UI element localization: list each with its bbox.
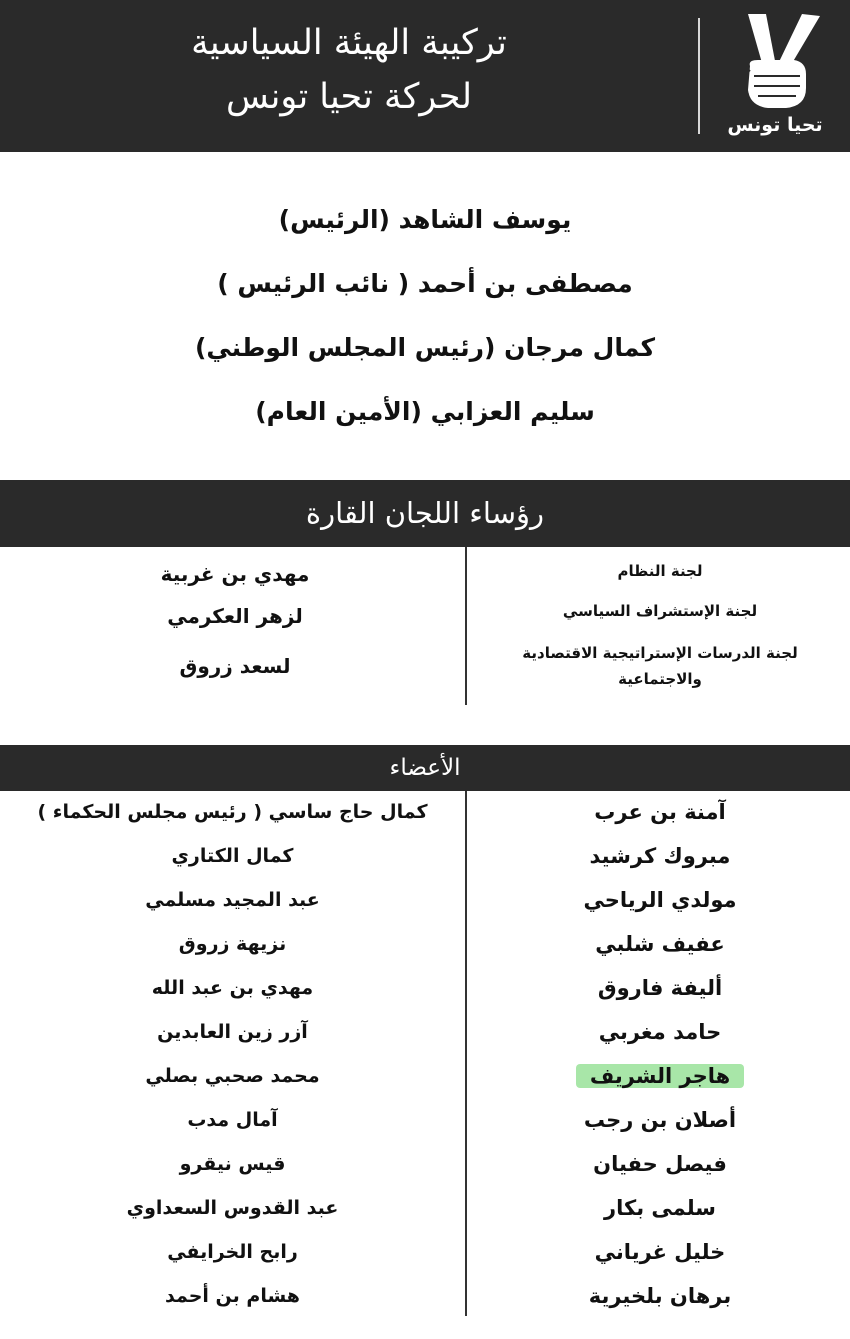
- leader-name: كمال مرجان (رئيس المجلس الوطني): [194, 333, 656, 362]
- member-name: فيصل حفيان: [593, 1152, 727, 1176]
- member-name: سلمى بكار: [604, 1196, 716, 1220]
- member-name: نزيهة زروق: [178, 933, 287, 955]
- logo-text: تحيا تونس: [727, 114, 823, 136]
- title-line-2: لحركة تحيا تونس: [226, 77, 472, 117]
- member-name: خليل غرياني: [594, 1240, 726, 1264]
- member-name: حامد مغربي: [598, 1020, 722, 1044]
- header-banner: [0, 0, 850, 152]
- members-column-divider: [465, 791, 467, 1316]
- member-name: آمال مدب: [187, 1109, 278, 1131]
- committee-chair: لسعد زروق: [179, 654, 291, 678]
- leader-name: يوسف الشاهد (الرئيس): [278, 205, 572, 234]
- member-name: أصلان بن رجب: [583, 1108, 737, 1132]
- committee-name: لجنة الدرسات الإستراتيجية الاقتصادية والاجتماعية: [522, 644, 798, 688]
- member-name: مولدي الرياحي: [583, 888, 737, 912]
- member-name: قيس نيقرو: [179, 1153, 286, 1175]
- members-section-title: الأعضاء: [0, 745, 850, 791]
- member-name: مهدي بن عبد الله: [151, 977, 314, 999]
- leadership-list: [0, 188, 850, 444]
- member-name: أليفة فاروق: [597, 976, 723, 1000]
- victory-hand-icon: [714, 8, 836, 112]
- member-name: آزر زين العابدين: [157, 1021, 308, 1043]
- member-name: مبروك كرشيد: [589, 844, 731, 868]
- member-name: رابح الخرايفي: [167, 1241, 298, 1263]
- committee-name: لجنة الإستشراف السياسي: [562, 602, 758, 620]
- member-name: كمال حاج ساسي ( رئيس مجلس الحكماء ): [37, 801, 428, 823]
- member-name: هشام بن أحمد: [165, 1285, 300, 1307]
- title-line-1: تركيبة الهيئة السياسية: [191, 23, 507, 63]
- committees-section-title: رؤساء اللجان القارة: [0, 480, 850, 547]
- committee-name: لجنة النظام: [617, 562, 703, 580]
- member-name: كمال الكتاري: [171, 845, 294, 867]
- leader-name: سليم العزابي (الأمين العام): [255, 397, 595, 426]
- committees-column-divider: [465, 547, 467, 705]
- member-name: آمنة بن عرب: [594, 800, 726, 824]
- member-name: عبد القدوس السعداوي: [126, 1197, 339, 1219]
- highlight-mark: هاجر الشريف: [576, 1064, 744, 1088]
- member-name: برهان بلخيرية: [588, 1284, 732, 1308]
- logo: [714, 8, 836, 146]
- committee-chair: مهدي بن غربية: [160, 562, 310, 586]
- member-name: محمد صحبي بصلي: [145, 1065, 320, 1087]
- member-name: عفيف شلبي: [595, 932, 725, 956]
- leader-name: مصطفى بن أحمد ( نائب الرئيس ): [217, 269, 633, 298]
- member-name-highlighted: [475, 1064, 845, 1088]
- member-name: عبد المجيد مسلمي: [145, 889, 320, 911]
- page-title: [0, 16, 698, 124]
- committee-chair: لزهر العكرمي: [167, 604, 303, 628]
- header-divider: [698, 18, 700, 134]
